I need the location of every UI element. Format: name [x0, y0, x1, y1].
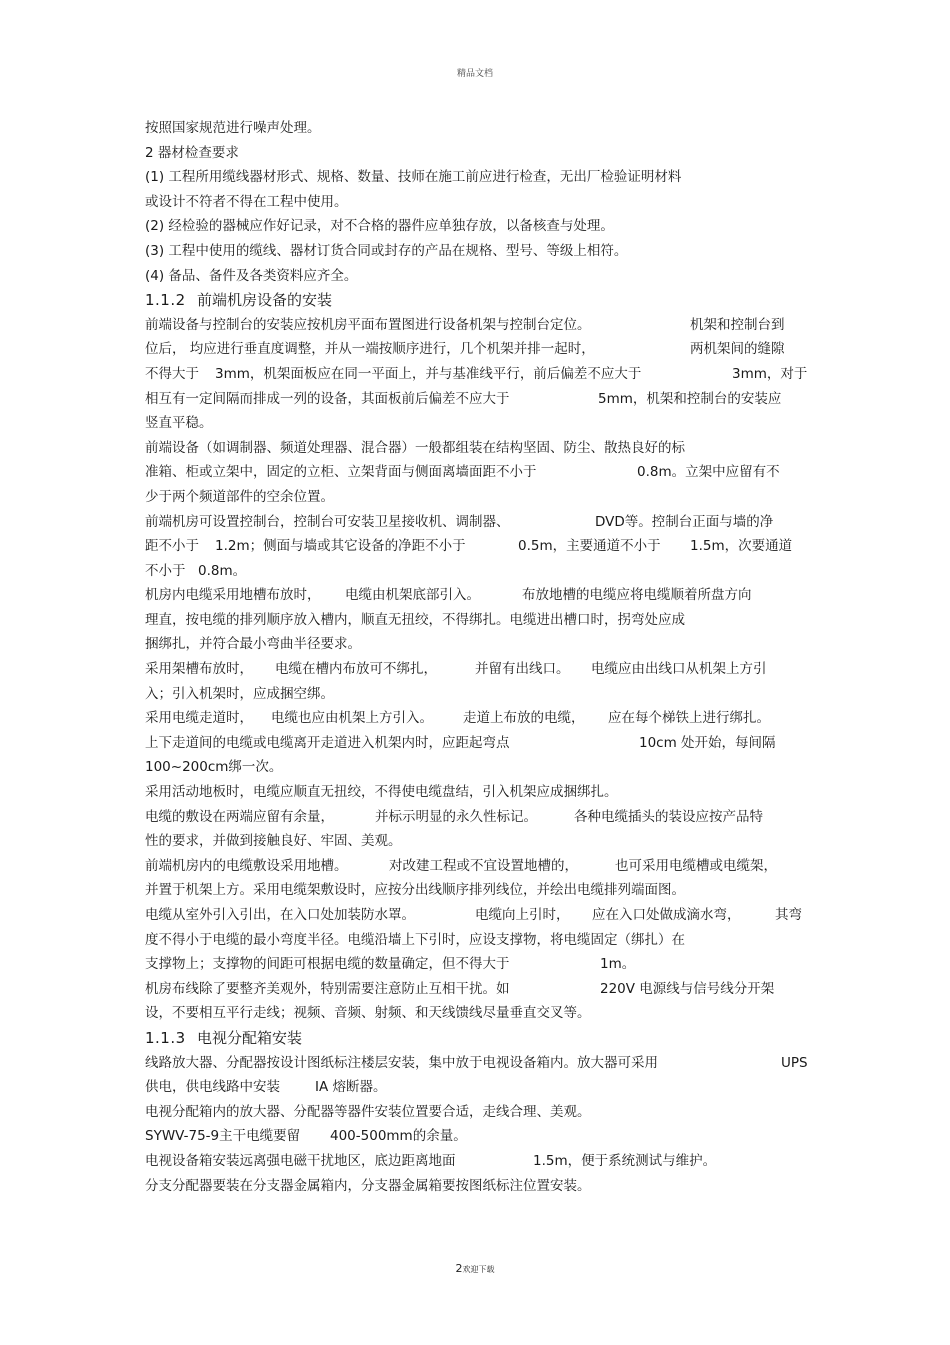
- text-segment: 100~200cm绑一次。: [145, 759, 283, 776]
- section-heading: [145, 1026, 825, 1051]
- text-line: [145, 1075, 825, 1100]
- text-line: [145, 632, 825, 657]
- text-segment: 前端设备（如调制器、频道处理器、混合器）一般都组装在结构坚固、防尘、散热良好的标: [145, 439, 685, 456]
- document-body: [145, 116, 825, 1198]
- text-line: [145, 1124, 825, 1149]
- text-segment: 电视设备箱安装远离强电磁干扰地区，底边距离地面: [145, 1152, 456, 1169]
- text-segment: 对改建工程或不宜设置地槽的，: [389, 857, 578, 874]
- text-line: [145, 903, 825, 928]
- section-number: 1.1.3: [145, 1028, 186, 1047]
- page-footer: [0, 1262, 950, 1275]
- text-line: [145, 165, 825, 190]
- text-segment: 线路放大器、分配器按设计图纸标注楼层安装，集中放于电视设备箱内。放大器可采用: [145, 1054, 658, 1071]
- text-line: [145, 190, 825, 215]
- text-line: [145, 1100, 825, 1125]
- text-segment: 理直，按电缆的排列顺序放入槽内，顺直无扭绞，不得绑扎。电缆进出槽口时，拐弯处应成: [145, 611, 685, 628]
- text-segment: 位后， 均应进行垂直度调整，并从一端按顺序进行，几个机架并排一起时，: [145, 341, 595, 358]
- text-segment: 并置于机架上方。采用电缆架敷设时，应按分出线顺序排列线位，并绘出电缆排列端面图。: [145, 882, 685, 899]
- text-segment: 采用架槽布放时，: [145, 661, 253, 678]
- text-line: [145, 682, 825, 707]
- text-segment: 采用活动地板时，电缆应顺直无扭绞，不得使电缆盘结，引入机架应成捆绑扎。: [145, 784, 618, 801]
- text-line: [145, 387, 825, 412]
- text-segment: UPS: [781, 1054, 808, 1071]
- text-segment: 捆绑扎，并符合最小弯曲半径要求。: [145, 636, 361, 653]
- text-segment: 1.2m；侧面与墙或其它设备的净距不小于: [215, 538, 466, 555]
- text-line: [145, 313, 825, 338]
- text-line: [145, 1149, 825, 1174]
- text-segment: 走道上布放的电缆，: [463, 710, 585, 727]
- text-segment: 电缆向上引时，: [475, 907, 570, 923]
- text-segment: 支撑物上；支撑物的间距可根据电缆的数量确定，但不得大于: [145, 956, 510, 973]
- page-header: 精品文档: [456, 69, 493, 79]
- text-segment: 度不得小于电缆的最小弯度半径。电缆沿墙上下引时，应设支撑物，将电缆固定（绑扎）在: [145, 931, 685, 948]
- text-segment: 不得大于: [145, 365, 199, 382]
- text-line: [145, 928, 825, 953]
- text-line: [145, 952, 825, 977]
- footer-note: 欢迎下载: [462, 1265, 495, 1274]
- text-line: [145, 657, 825, 682]
- text-line: [145, 854, 825, 879]
- text-line: [145, 805, 825, 830]
- text-segment: 其弯: [775, 907, 802, 923]
- text-segment: 2 器材检查要求: [145, 144, 239, 161]
- text-segment: 220V 电源线与信号线分开架: [600, 980, 775, 997]
- page-number: 2: [455, 1262, 463, 1275]
- text-line: [145, 1001, 825, 1026]
- text-line: [145, 239, 825, 264]
- text-line: [145, 1174, 825, 1199]
- text-segment: 竖直平稳。: [145, 415, 213, 432]
- text-segment: 电缆由机架底部引入。: [345, 587, 480, 604]
- text-segment: 1.5m，次要通道: [690, 538, 793, 555]
- text-line: [145, 878, 825, 903]
- text-segment: 供电，供电线路中安装: [145, 1079, 280, 1096]
- text-segment: 电缆在槽内布放可不绑扎，: [275, 661, 437, 678]
- text-line: [145, 755, 825, 780]
- text-segment: 电缆的敷设在两端应留有余量，: [145, 808, 334, 825]
- text-line: [145, 510, 825, 535]
- text-segment: DVD等。控制台正面与墙的净: [595, 513, 774, 530]
- text-segment: 并标示明显的永久性标记。: [375, 808, 537, 825]
- text-segment: 5mm，机架和控制台的安装应: [598, 390, 782, 407]
- text-segment: 各种电缆插头的装设应按产品特: [574, 808, 763, 825]
- text-line: [145, 214, 825, 239]
- text-line: [145, 264, 825, 289]
- text-line: [145, 337, 825, 362]
- text-segment: 布放地槽的电缆应将电缆顺着所盘方向: [522, 587, 752, 604]
- text-segment: 上下走道间的电缆或电缆离开走道进入机架内时，应距起弯点: [145, 734, 510, 751]
- text-segment: (4) 备品、备件及各类资料应齐全。: [145, 267, 358, 284]
- text-line: [145, 731, 825, 756]
- text-segment: 准箱、柜或立架中，固定的立柜、立架背面与侧面离墙面距不小于: [145, 464, 537, 481]
- text-segment: 机房内电缆采用地槽布放时，: [145, 587, 321, 604]
- text-segment: 相互有一定间隔而排成一列的设备，其面板前后偏差不应大于: [145, 390, 510, 407]
- text-segment: 机房布线除了要整齐美观外，特别需要注意防止互相干扰。如: [145, 980, 510, 997]
- text-segment: 电视分配箱内的放大器、分配器等器件安装位置要合适，走线合理、美观。: [145, 1103, 591, 1120]
- text-segment: 少于两个频道部件的空余位置。: [145, 488, 334, 505]
- text-line: [145, 362, 825, 387]
- text-line: [145, 780, 825, 805]
- text-line: [145, 829, 825, 854]
- text-segment: 400-500mm的余量。: [330, 1128, 467, 1145]
- text-segment: 按照国家规范进行噪声处理。: [145, 120, 321, 136]
- text-segment: (1) 工程所用缆线器材形式、规格、数量、技师在施工前应进行检查，无出厂检验证明材料: [145, 169, 682, 186]
- text-line: [145, 977, 825, 1002]
- text-segment: 电视分配箱安装: [197, 1028, 303, 1047]
- text-segment: 10cm 处开始，每间隔: [639, 734, 776, 751]
- text-segment: 前端机房内的电缆敷设采用地槽。: [145, 857, 348, 874]
- text-segment: 3mm，机架面板应在同一平面上，并与基准线平行，前后偏差不应大于: [215, 365, 642, 382]
- text-segment: 1m。: [600, 956, 636, 973]
- text-line: [145, 116, 825, 141]
- text-segment: 3mm，对于: [732, 365, 808, 382]
- section-heading: [145, 288, 825, 313]
- text-line: [145, 460, 825, 485]
- text-line: [145, 1051, 825, 1076]
- text-segment: 前端设备与控制台的安装应按机房平面布置图进行设备机架与控制台定位。: [145, 316, 591, 333]
- text-segment: 1.5m，便于系统测试与维护。: [533, 1152, 717, 1169]
- text-segment: 0.8m。立架中应留有不: [637, 464, 780, 481]
- text-line: [145, 436, 825, 461]
- text-segment: 前端机房设备的安装: [197, 291, 333, 310]
- text-segment: 0.8m。: [198, 562, 247, 579]
- text-line: [145, 411, 825, 436]
- text-segment: 也可采用电缆槽或电缆架，: [615, 857, 777, 874]
- text-line: [145, 141, 825, 166]
- text-segment: 设，不要相互平行走线；视频、音频、射频、和天线馈线尽量垂直交叉等。: [145, 1005, 591, 1022]
- text-segment: 或设计不符者不得在工程中使用。: [145, 193, 348, 210]
- text-segment: (2) 经检验的器械应作好记录，对不合格的器件应单独存放，以备核查与处理。: [145, 218, 614, 235]
- text-segment: 电缆从室外引入引出，在入口处加装防水罩。: [145, 907, 415, 923]
- text-segment: 应在每个梯铁上进行绑扎。: [608, 710, 770, 727]
- text-segment: 两机架间的缝隙: [690, 341, 785, 358]
- text-line: [145, 583, 825, 608]
- text-segment: (3) 工程中使用的缆线、器材订货合同或封存的产品在规格、型号、等级上相符。: [145, 242, 628, 259]
- text-segment: 不小于: [145, 562, 186, 579]
- text-segment: 电缆应由出线口从机架上方引: [591, 661, 767, 678]
- text-line: [145, 706, 825, 731]
- text-segment: SYWV-75-9主干电缆要留: [145, 1128, 301, 1145]
- text-segment: 前端机房可设置控制台，控制台可安装卫星接收机、调制器、: [145, 513, 510, 530]
- text-line: [145, 534, 825, 559]
- text-segment: 采用电缆走道时，: [145, 710, 253, 727]
- text-line: [145, 608, 825, 633]
- text-segment: 电缆也应由机架上方引入。: [271, 710, 433, 727]
- text-segment: 并留有出线口。: [475, 661, 570, 678]
- text-segment: 距不小于: [145, 538, 199, 555]
- section-number: 1.1.2: [145, 291, 186, 310]
- text-segment: IA 熔断器。: [315, 1079, 387, 1096]
- text-segment: 入；引入机架时，应成捆空绑。: [145, 685, 334, 702]
- text-segment: 性的要求，并做到接触良好、牢固、美观。: [145, 833, 402, 850]
- text-line: [145, 559, 825, 584]
- text-line: [145, 485, 825, 510]
- text-segment: 应在入口处做成滴水弯，: [592, 907, 741, 923]
- text-segment: 机架和控制台到: [690, 316, 785, 333]
- text-segment: 0.5m，主要通道不小于: [518, 538, 661, 555]
- text-segment: 分支分配器要装在分支器金属箱内，分支器金属箱要按图纸标注位置安装。: [145, 1177, 591, 1194]
